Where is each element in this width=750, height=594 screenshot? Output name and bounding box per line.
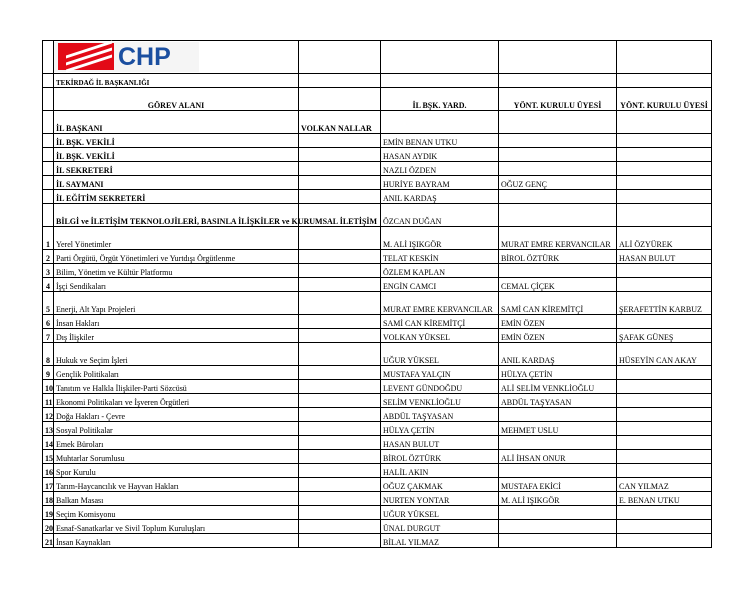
area-yont-uye-1: EMİN ÖZEN [499,315,617,329]
officer-role: İL BAŞKANI [54,111,299,134]
org-title: TEKİRDAĞ İL BAŞKANLIĞI [54,74,299,88]
chp-six-arrows-emblem [58,43,114,70]
area-yont-uye-1 [499,408,617,422]
area-number: 19 [43,506,54,520]
area-yont-uye-2: CAN YILMAZ [617,478,712,492]
area-row [43,520,712,534]
area-row [43,315,712,329]
area-yont-uye-1: MUSTAFA EKİCİ [499,478,617,492]
area-yont-uye-2 [617,520,712,534]
area-row [43,478,712,492]
area-yont-uye-1: ABDÜL TAŞYASAN [499,394,617,408]
area-row [43,264,712,278]
officer-row [43,134,712,148]
area-yont-uye-1: HÜLYA ÇETİN [499,366,617,380]
officer-role: İL SAYMANI [54,176,299,190]
area-name: Hukuk ve Seçim İşleri [54,343,299,366]
area-number: 18 [43,492,54,506]
officer-row [43,190,712,204]
officer-row [43,148,712,162]
area-yont-uye-2: E. BENAN UTKU [617,492,712,506]
area-row [43,380,712,394]
area-row [43,343,712,366]
area-name: Gençlik Politikaları [54,366,299,380]
logo-text: CHP [118,43,171,71]
area-row [43,534,712,548]
area-il-bsk-yard: BİROL ÖZTÜRK [381,450,499,464]
officer-name-c [299,134,381,148]
area-yont-uye-1: ALİ SELİM VENKLİOĞLU [499,380,617,394]
area-row [43,394,712,408]
officer-name: HASAN AYDIK [381,148,499,162]
area-yont-uye-2 [617,506,712,520]
area-name: Balkan Masası [54,492,299,506]
area-row [43,506,712,520]
area-row [43,422,712,436]
area-name: İnsan Hakları [54,315,299,329]
area-yont-uye-1 [499,520,617,534]
officer-role: İL BŞK. VEKİLİ [54,148,299,162]
area-yont-uye-2 [617,450,712,464]
area-number: 2 [43,250,54,264]
area-number: 1 [43,227,54,250]
officer-name-c [299,176,381,190]
area-yont-uye-1: ANIL KARDAŞ [499,343,617,366]
area-il-bsk-yard: MURAT EMRE KERVANCILAR [381,292,499,315]
header-yont-uye-2: YÖNT. KURULU ÜYESİ [617,88,712,111]
area-yont-uye-2: ALİ ÖZYÜREK [617,227,712,250]
officer-name-e [499,190,617,204]
header-row [43,88,712,111]
area-name: Sosyal Politikalar [54,422,299,436]
officer-row [43,162,712,176]
area-yont-uye-1: MURAT EMRE KERVANCILAR [499,227,617,250]
area-yont-uye-1: BİROL ÖZTÜRK [499,250,617,264]
area-row [43,464,712,478]
area-yont-uye-2 [617,436,712,450]
area-il-bsk-yard: HASAN BULUT [381,436,499,450]
officer-name-c: VOLKAN NALLAR [299,111,381,134]
area-name: Ekonomi Politikaları ve İşveren Örgütleri [54,394,299,408]
area-yont-uye-1 [499,534,617,548]
officer-role: İL EĞİTİM SEKRETERİ [54,190,299,204]
area-il-bsk-yard: SELİM VENKLİOĞLU [381,394,499,408]
officer-role: BİLGİ ve İLETİŞİM TEKNOLOJİLERİ, BASINLA İLİŞKİLER ve KURUMSAL İLETİŞİM [54,204,299,227]
area-name: Muhtarlar Sorumlusu [54,450,299,464]
area-name: Doğa Hakları - Çevre [54,408,299,422]
area-number: 4 [43,278,54,292]
area-row [43,278,712,292]
officer-name-e: OĞUZ GENÇ [499,176,617,190]
area-name: Dış İlişkiler [54,329,299,343]
area-number: 11 [43,394,54,408]
org-table-body [43,41,712,548]
officer-name: EMİN BENAN UTKU [381,134,499,148]
officer-name-c [299,148,381,162]
area-row [43,408,712,422]
area-row [43,227,712,250]
area-il-bsk-yard: ABDÜL TAŞYASAN [381,408,499,422]
area-yont-uye-2 [617,464,712,478]
area-number: 20 [43,520,54,534]
area-number: 12 [43,408,54,422]
logo-row [43,41,712,74]
area-yont-uye-2 [617,534,712,548]
officer-row [43,111,712,134]
area-name: Spor Kurulu [54,464,299,478]
area-number: 14 [43,436,54,450]
header-yont-uye-1: YÖNT. KURULU ÜYESİ [499,88,617,111]
area-name: İnsan Kaynakları [54,534,299,548]
officer-role: İL BŞK. VEKİLİ [54,134,299,148]
officer-name-c [299,162,381,176]
area-il-bsk-yard: M. ALİ IŞIKGÖR [381,227,499,250]
officer-name: ANIL KARDAŞ [381,190,499,204]
officer-name-e [499,148,617,162]
area-il-bsk-yard: ÖZLEM KAPLAN [381,264,499,278]
area-number: 16 [43,464,54,478]
officer-name: HURİYE BAYRAM [381,176,499,190]
area-yont-uye-2 [617,380,712,394]
area-yont-uye-1 [499,436,617,450]
area-row [43,250,712,264]
area-il-bsk-yard: UĞUR YÜKSEL [381,343,499,366]
officer-name: NAZLI ÖZDEN [381,162,499,176]
area-name: Emek Büroları [54,436,299,450]
area-number: 15 [43,450,54,464]
officer-name: ÖZCAN DUĞAN [381,204,499,227]
area-yont-uye-1 [499,264,617,278]
area-il-bsk-yard: ÜNAL DURGUT [381,520,499,534]
header-gorev-alani: GÖREV ALANI [54,88,299,111]
area-yont-uye-2: HASAN BULUT [617,250,712,264]
area-number: 5 [43,292,54,315]
org-title-row [43,74,712,88]
area-yont-uye-1: M. ALİ IŞIKGÖR [499,492,617,506]
area-il-bsk-yard: UĞUR YÜKSEL [381,506,499,520]
area-number: 17 [43,478,54,492]
officer-name-e [499,162,617,176]
header-il-bsk-yard: İL BŞK. YARD. [381,88,499,111]
area-yont-uye-2: ŞAFAK GÜNEŞ [617,329,712,343]
officer-role: İL SEKRETERİ [54,162,299,176]
officer-name [381,111,499,134]
area-yont-uye-2 [617,278,712,292]
officer-name-c [299,190,381,204]
area-number: 9 [43,366,54,380]
area-row [43,366,712,380]
chp-logo [54,42,199,72]
area-row [43,292,712,315]
organization-table [42,40,712,548]
area-il-bsk-yard: ENGİN CAMCI [381,278,499,292]
area-il-bsk-yard: HÜLYA ÇETİN [381,422,499,436]
area-row [43,492,712,506]
area-yont-uye-1: CEMAL ÇİÇEK [499,278,617,292]
area-il-bsk-yard: OĞUZ ÇAKMAK [381,478,499,492]
area-yont-uye-1: SAMİ CAN KİREMİTÇİ [499,292,617,315]
area-number: 3 [43,264,54,278]
area-name: Enerji, Alt Yapı Projeleri [54,292,299,315]
area-name: Bilim, Yönetim ve Kültür Platformu [54,264,299,278]
area-yont-uye-2 [617,315,712,329]
area-number: 7 [43,329,54,343]
area-number: 10 [43,380,54,394]
area-name: Yerel Yönetimler [54,227,299,250]
area-il-bsk-yard: TELAT KESKİN [381,250,499,264]
area-yont-uye-2 [617,422,712,436]
area-il-bsk-yard: MUSTAFA YALÇIN [381,366,499,380]
area-yont-uye-2 [617,408,712,422]
officer-name-e [499,204,617,227]
area-il-bsk-yard: HALİL AKIN [381,464,499,478]
area-yont-uye-2: HÜSEYİN CAN AKAY [617,343,712,366]
area-number: 6 [43,315,54,329]
area-yont-uye-1 [499,506,617,520]
area-yont-uye-2 [617,394,712,408]
area-row [43,329,712,343]
area-yont-uye-1 [499,464,617,478]
area-number: 13 [43,422,54,436]
area-name: Seçim Komisyonu [54,506,299,520]
area-name: Parti Örgütü, Örgüt Yönetimleri ve Yurtdışı Örgütlenme [54,250,299,264]
area-il-bsk-yard: VOLKAN YÜKSEL [381,329,499,343]
officer-row [43,176,712,190]
area-yont-uye-1: EMİN ÖZEN [499,329,617,343]
officer-name-e [499,111,617,134]
area-row [43,436,712,450]
officer-row [43,204,712,227]
area-row [43,450,712,464]
area-il-bsk-yard: BİLAL YILMAZ [381,534,499,548]
area-name: Tanıtım ve Halkla İlişkiler-Parti Sözcüsü [54,380,299,394]
area-yont-uye-1: MEHMET USLU [499,422,617,436]
officer-name-e [499,134,617,148]
area-il-bsk-yard: NURTEN YONTAR [381,492,499,506]
area-yont-uye-2 [617,264,712,278]
area-il-bsk-yard: LEVENT GÜNDOĞDU [381,380,499,394]
area-yont-uye-2: ŞERAFETTİN KARBUZ [617,292,712,315]
area-yont-uye-2 [617,366,712,380]
area-yont-uye-1: ALİ İHSAN ONUR [499,450,617,464]
logo-cell [54,41,299,74]
area-number: 8 [43,343,54,366]
area-number: 21 [43,534,54,548]
area-name: Esnaf-Sanatkarlar ve Sivil Toplum Kuruluşları [54,520,299,534]
area-il-bsk-yard: SAMİ CAN KİREMİTÇİ [381,315,499,329]
area-name: Tarım-Haycancılık ve Hayvan Hakları [54,478,299,492]
area-name: İşçi Sendikaları [54,278,299,292]
